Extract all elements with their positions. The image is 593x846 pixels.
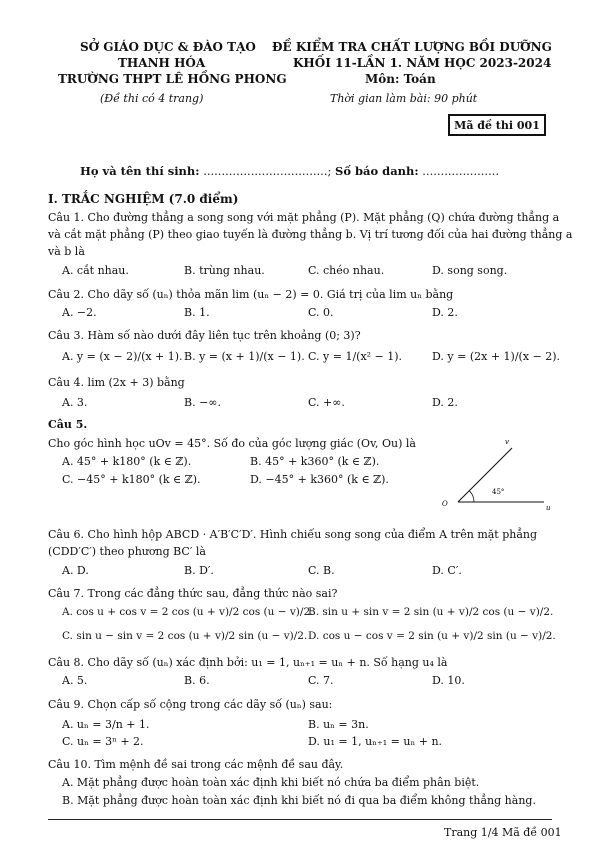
q4-text: Câu 4. lim (2x + 3) bằng bbox=[48, 376, 185, 389]
label-o: O bbox=[442, 500, 448, 508]
q7-option-b[interactable]: B. sin u + sin v = 2 sin (u + v)/2 cos (u − v)/2. bbox=[308, 606, 554, 618]
q7-text: Câu 7. Trong các đẳng thức sau, đẳng thức nào sai? bbox=[48, 587, 338, 600]
time-limit: Thời gian làm bài: 90 phút bbox=[330, 92, 478, 105]
student-info bbox=[80, 164, 499, 178]
q8-option-a[interactable]: A. 5. bbox=[62, 674, 88, 687]
q2-option-d[interactable]: D. 2. bbox=[432, 306, 458, 319]
q8-text: Câu 8. Cho dãy số (uₙ) xác định bởi: u₁ = 1, uₙ₊₁ = uₙ + n. Số hạng u₄ là bbox=[48, 656, 448, 669]
q8-option-c[interactable]: C. 7. bbox=[308, 674, 334, 687]
q4-option-b[interactable]: B. −∞. bbox=[184, 396, 221, 409]
q2-option-c[interactable]: C. 0. bbox=[308, 306, 334, 319]
q10-option-b[interactable]: B. Mặt phẳng được hoàn toàn xác định khi biết nó đi qua ba điểm không thẳng hàng. bbox=[62, 794, 536, 807]
q8-option-d[interactable]: D. 10. bbox=[432, 674, 465, 687]
footer-divider bbox=[48, 819, 552, 820]
q1-option-a[interactable]: A. cắt nhau. bbox=[62, 264, 129, 277]
id-dots: ..................... bbox=[422, 164, 500, 178]
q3-option-a[interactable]: A. y = (x − 2)/(x + 1). bbox=[62, 350, 183, 363]
q7-option-d[interactable]: D. cos u − cos v = 2 sin (u + v)/2 sin (u − v)/2. bbox=[308, 630, 556, 642]
q2-option-b[interactable]: B. 1. bbox=[184, 306, 210, 319]
q4-option-c[interactable]: C. +∞. bbox=[308, 396, 345, 409]
q6-option-a[interactable]: A. D. bbox=[62, 564, 89, 577]
q4-option-d[interactable]: D. 2. bbox=[432, 396, 458, 409]
q1-line2: và cắt mặt phẳng (P) theo giao tuyến là đường thẳng b. Vị trí tương đối của hai đường thẳng a bbox=[48, 228, 573, 241]
q1-option-c[interactable]: C. chéo nhau. bbox=[308, 264, 385, 277]
q9-text: Câu 9. Chọn cấp số cộng trong các dãy số (uₙ) sau: bbox=[48, 698, 333, 711]
q10-text: Câu 10. Tìm mệnh đề sai trong các mệnh đề sau đây. bbox=[48, 758, 344, 771]
q7-option-c[interactable]: C. sin u − sin v = 2 cos (u + v)/2 sin (u − v)/2. bbox=[62, 630, 308, 642]
q8-option-b[interactable]: B. 6. bbox=[184, 674, 210, 687]
q2-text: Câu 2. Cho dãy số (uₙ) thỏa mãn lim (uₙ − 2) = 0. Giá trị của lim uₙ bằng bbox=[48, 288, 454, 301]
q5-title: Câu 5. bbox=[48, 418, 88, 431]
label-angle: 45° bbox=[492, 488, 505, 496]
page-footer: Trang 1/4 Mã đề 001 bbox=[444, 826, 562, 839]
q6-option-b[interactable]: B. D′. bbox=[184, 564, 214, 577]
q1-line3: và b là bbox=[48, 245, 85, 258]
q9-option-a[interactable]: A. uₙ = 3/n + 1. bbox=[62, 718, 150, 731]
q1-line1: Câu 1. Cho đường thẳng a song song với mặt phẳng (P). Mặt phẳng (Q) chứa đường thẳng a bbox=[48, 211, 560, 224]
angle-arc bbox=[469, 491, 474, 502]
name-label: Họ và tên thí sinh: bbox=[80, 164, 200, 178]
q5-text: Cho góc hình học uOv = 45°. Số đo của góc lượng giác (Ov, Ou) là bbox=[48, 437, 416, 450]
subject: Môn: Toán bbox=[365, 72, 436, 86]
q9-option-d[interactable]: D. u₁ = 1, uₙ₊₁ = uₙ + n. bbox=[308, 735, 443, 748]
id-label: Số báo danh: bbox=[335, 164, 419, 178]
dept-name: SỞ GIÁO DỤC & ĐÀO TẠO bbox=[80, 40, 256, 54]
q9-option-c[interactable]: C. uₙ = 3ⁿ + 2. bbox=[62, 735, 144, 748]
q6-line2: (CDD′C′) theo phương BC′ là bbox=[48, 545, 206, 558]
exam-code-box bbox=[448, 114, 546, 136]
q10-option-a[interactable]: A. Mặt phẳng được hoàn toàn xác định khi biết nó chứa ba điểm phân biệt. bbox=[62, 776, 480, 789]
exam-subtitle: KHỐI 11-LẦN 1. NĂM HỌC 2023-2024 bbox=[293, 56, 552, 70]
q6-line1: Câu 6. Cho hình hộp ABCD · A′B′C′D′. Hình chiếu song song của điểm A trên mặt phẳng bbox=[48, 528, 538, 541]
q6-option-c[interactable]: C. B. bbox=[308, 564, 335, 577]
q2-option-a[interactable]: A. −2. bbox=[62, 306, 97, 319]
q5-option-a[interactable]: A. 45° + k180° (k ∈ ℤ). bbox=[62, 455, 192, 468]
exam-title: ĐỀ KIỂM TRA CHẤT LƯỢNG BỒI DƯỠNG bbox=[272, 40, 552, 54]
q3-option-c[interactable]: C. y = 1/(x² − 1). bbox=[308, 350, 403, 363]
q3-text: Câu 3. Hàm số nào dưới đây liên tục trên khoảng (0; 3)? bbox=[48, 329, 361, 342]
section-title: I. TRẮC NGHIỆM (7.0 điểm) bbox=[48, 192, 239, 206]
q3-option-b[interactable]: B. y = (x + 1)/(x − 1). bbox=[184, 350, 305, 363]
q9-option-b[interactable]: B. uₙ = 3n. bbox=[308, 718, 369, 731]
q3-option-d[interactable]: D. y = (2x + 1)/(x − 2). bbox=[432, 350, 561, 363]
province-name: THANH HÓA bbox=[118, 56, 206, 70]
q7-option-a[interactable]: A. cos u + cos v = 2 cos (u + v)/2 cos (u − v)/2. bbox=[62, 606, 314, 618]
q6-option-d[interactable]: D. C′. bbox=[432, 564, 462, 577]
q5-angle-figure bbox=[440, 438, 552, 512]
exam-code: Mã đề thi 001 bbox=[454, 118, 540, 132]
q1-option-b[interactable]: B. trùng nhau. bbox=[184, 264, 265, 277]
q5-option-b[interactable]: B. 45° + k360° (k ∈ ℤ). bbox=[250, 455, 380, 468]
q1-option-d[interactable]: D. song song. bbox=[432, 264, 508, 277]
q5-option-d[interactable]: D. −45° + k360° (k ∈ ℤ). bbox=[250, 473, 389, 486]
pages-note: (Đề thi có 4 trang) bbox=[100, 92, 204, 105]
label-u: u bbox=[546, 504, 551, 512]
name-dots: ..................................; bbox=[203, 164, 332, 178]
school-name: TRƯỜNG THPT LÊ HỒNG PHONG bbox=[58, 72, 287, 86]
q4-option-a[interactable]: A. 3. bbox=[62, 396, 88, 409]
label-v: v bbox=[505, 438, 509, 446]
q5-option-c[interactable]: C. −45° + k180° (k ∈ ℤ). bbox=[62, 473, 201, 486]
